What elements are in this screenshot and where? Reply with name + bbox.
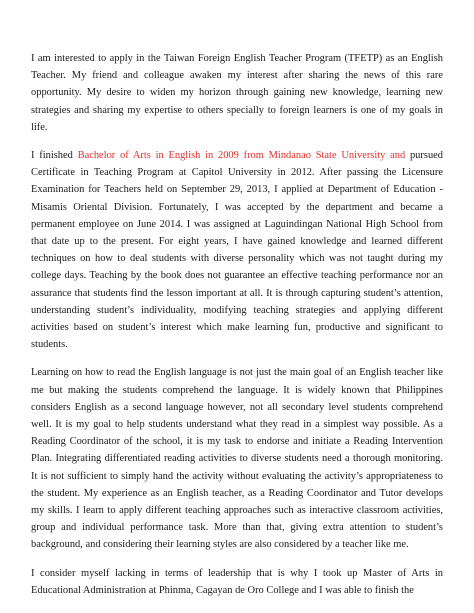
paragraph-text: I consider myself lacking in terms of leadership that is why I took up Master of Arts in Educational Administration at Phinma, Cagayan de Oro College and I was able to finish the (31, 567, 443, 596)
paragraph-text: Learning on how to read the English language is not just the main goal of an English teacher like me but making the students comprehend the language. It is widely known that Philippines considers English as a second language however, not all secondary level students comprehend well. It is my goal to help students understand what they read in a simplest way possible. As a Reading Coordinator of the school, it is my task to endorse and initiate a Reading Intervention Plan. Integrating differentiated reading activities to diverse students need a thorough monitoring. It is not sufficient to simply hand the activity without evaluating the activity’s appropriateness to the student. My experience as an English teacher, as a Reading Coordinator and Tutor develops my skills. I learn to apply different teaching approaches such as interactive classroom activities, group and individual performance task. More than that, giving extra attention to student’s background, and considering their learning styles are also considered by a teacher like me. (31, 367, 443, 551)
highlighted-degree-text: Bachelor of Arts in English in 2009 from Mindanao State University and (77, 150, 406, 162)
paragraph-reading (31, 364, 443, 553)
paragraph-lead: I finished (31, 150, 78, 162)
paragraph-intro (31, 50, 443, 136)
paragraph-leadership (31, 565, 443, 599)
paragraph-text: pursued Certificate in Teaching Program at Capitol University in 2012. After passing the Licensure Examination for Teachers held on September 29, 2013, I applied at Department of Education -Misamis Oriental Division. Fortunately, I was accepted by the department and became a permanent employee on June 2014. I was assigned at Laguindingan National High School from that date up to the present. For eight years, I have gained knowledge and learned different techniques on how to deal students with diverse personality which was not taught during my college days. Teaching by the book does not guarantee an effective teaching performance nor an assurance that students find the lesson important at all. It is through capturing student’s attention, understanding student’s individuality, modifying teaching strategies and applying different activities based on student’s interest which make learning fun, productive and significant to students. (31, 150, 444, 351)
paragraph-education (31, 147, 443, 353)
letter-body (31, 50, 443, 610)
paragraph-text: I am interested to apply in the Taiwan Foreign English Teacher Program (TFETP) as an English Teacher. My friend and colleague awaken my interest after sharing the news of this rare opportunity. My desire to widen my horizon through gaining new knowledge, learning new strategies and sharing my expertise to others specially to foreign learners is one of my goals in life. (31, 53, 443, 133)
